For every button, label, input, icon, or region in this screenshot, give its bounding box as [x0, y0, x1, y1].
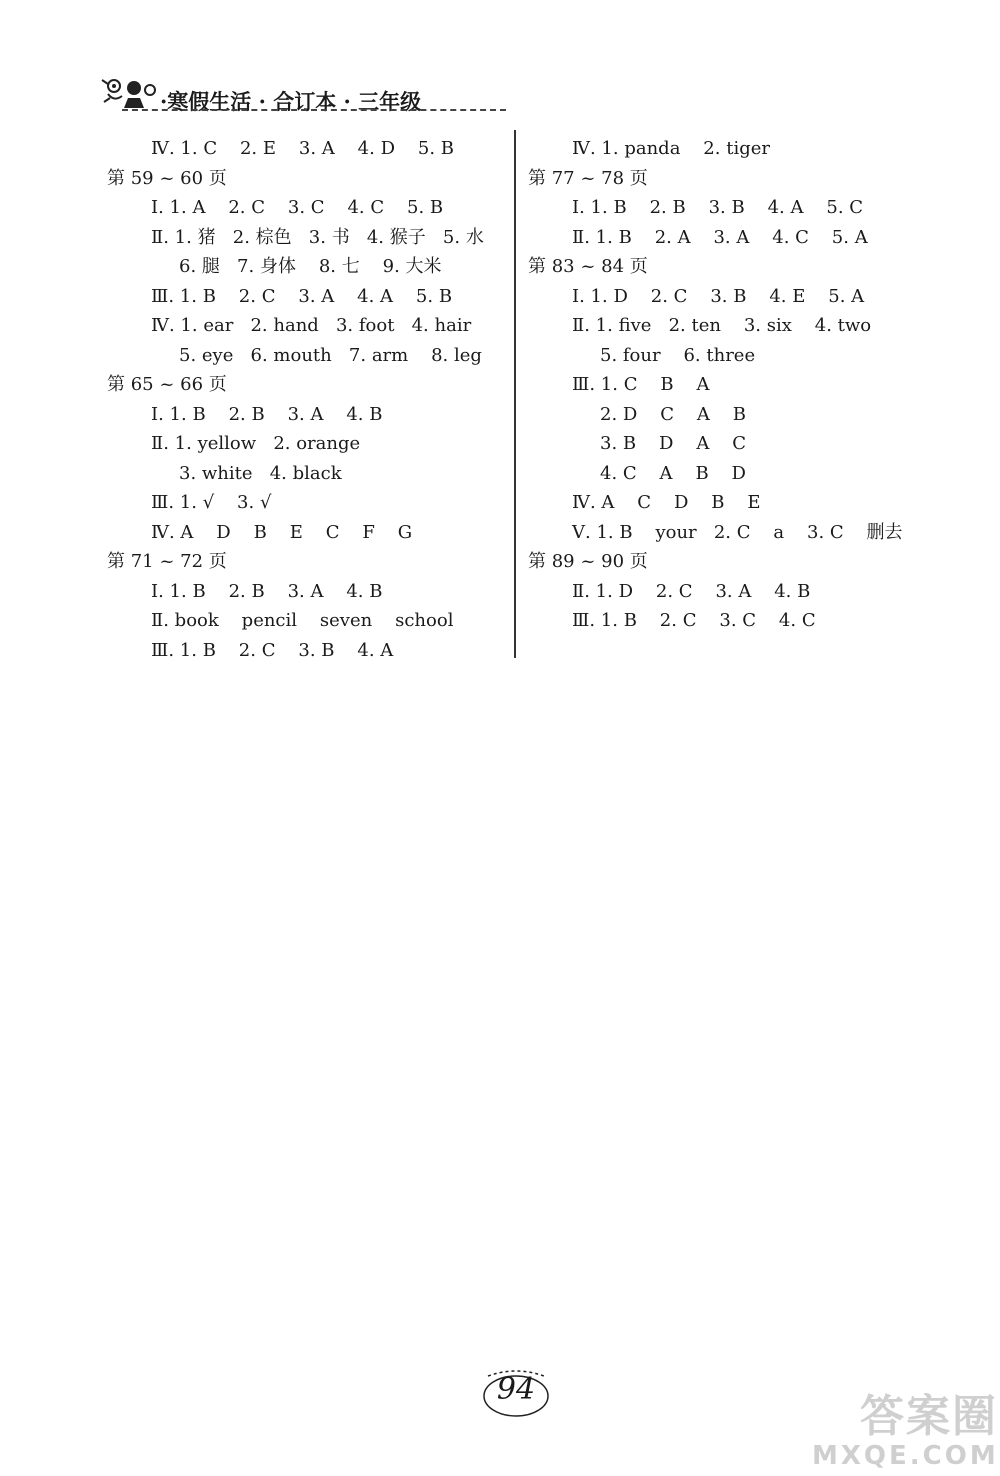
header-dashed-rule: [122, 109, 506, 111]
answer-line: Ⅱ. 1. 猪 2. 棕色 3. 书 4. 猴子 5. 水: [151, 226, 484, 248]
answer-line: Ⅲ. 1. C B A: [572, 374, 710, 395]
book-title: ·寒假生活 · 合订本 · 三年级: [160, 89, 422, 114]
answer-line: 6. 腿 7. 身体 8. 七 9. 大米: [179, 256, 442, 277]
answer-line: Ⅱ. 1. five 2. ten 3. six 4. two: [572, 315, 872, 336]
left-column: [107, 134, 507, 665]
answer-line: Ⅳ. A D B E C F G: [151, 521, 413, 543]
page-footer: [466, 1362, 566, 1422]
cartoon-children-logo-icon: [100, 72, 162, 112]
page-range-heading: 第 89 ~ 90 页: [528, 551, 648, 572]
answer-line: Ⅲ. 1. B 2. C 3. A 4. A 5. B: [151, 285, 453, 307]
answer-line: Ⅱ. 1. yellow 2. orange: [151, 433, 361, 454]
page-range-heading: 第 71 ~ 72 页: [107, 551, 227, 572]
answer-line: 3. B D A C: [600, 433, 746, 454]
answer-line: Ⅲ. 1. B 2. C 3. B 4. A: [151, 639, 394, 661]
answer-line: Ⅱ. 1. D 2. C 3. A 4. B: [572, 580, 811, 602]
answer-line: Ⅴ. 1. B your 2. C a 3. C 删去: [572, 521, 903, 543]
answer-line: Ⅲ. 1. √ 3. √: [151, 492, 272, 513]
site-watermark: [812, 1392, 998, 1472]
answer-line: 4. C A B D: [600, 462, 746, 484]
answer-line: Ⅲ. 1. B 2. C 3. C 4. C: [572, 610, 816, 631]
answer-line: 5. four 6. three: [600, 344, 756, 366]
answer-line: Ⅰ. 1. A 2. C 3. C 4. C 5. B: [151, 197, 444, 218]
watermark-logo-text: 答案圈: [860, 1391, 998, 1442]
page-range-heading: 第 83 ~ 84 页: [528, 256, 648, 277]
answer-line: Ⅰ. 1. B 2. B 3. A 4. B: [151, 403, 383, 425]
page-number: 94: [496, 1372, 536, 1407]
watermark-url: MXQE.COM: [812, 1441, 999, 1471]
page-range-heading: 第 77 ~ 78 页: [528, 167, 648, 189]
page-range-heading: 第 59 ~ 60 页: [107, 167, 227, 189]
right-column: [528, 134, 928, 636]
answer-line: 2. D C A B: [600, 403, 746, 425]
answer-line: Ⅳ. 1. C 2. E 3. A 4. D 5. B: [151, 138, 455, 159]
column-divider: [514, 130, 516, 658]
answer-line: Ⅰ. 1. B 2. B 3. B 4. A 5. C: [572, 197, 864, 218]
answer-line: 5. eye 6. mouth 7. arm 8. leg: [179, 344, 482, 366]
answer-line: Ⅳ. 1. panda 2. tiger: [572, 138, 770, 159]
answer-line: Ⅱ. book pencil seven school: [151, 610, 454, 631]
answer-line: Ⅱ. 1. B 2. A 3. A 4. C 5. A: [572, 226, 868, 248]
answer-line: Ⅳ. A C D B E: [572, 492, 761, 513]
page-range-heading: 第 65 ~ 66 页: [107, 374, 227, 395]
answer-line: 3. white 4. black: [179, 462, 342, 484]
answer-line: Ⅰ. 1. D 2. C 3. B 4. E 5. A: [572, 285, 865, 307]
page-header: [100, 72, 420, 118]
answer-line: Ⅰ. 1. B 2. B 3. A 4. B: [151, 580, 383, 602]
answer-line: Ⅳ. 1. ear 2. hand 3. foot 4. hair: [151, 315, 472, 336]
